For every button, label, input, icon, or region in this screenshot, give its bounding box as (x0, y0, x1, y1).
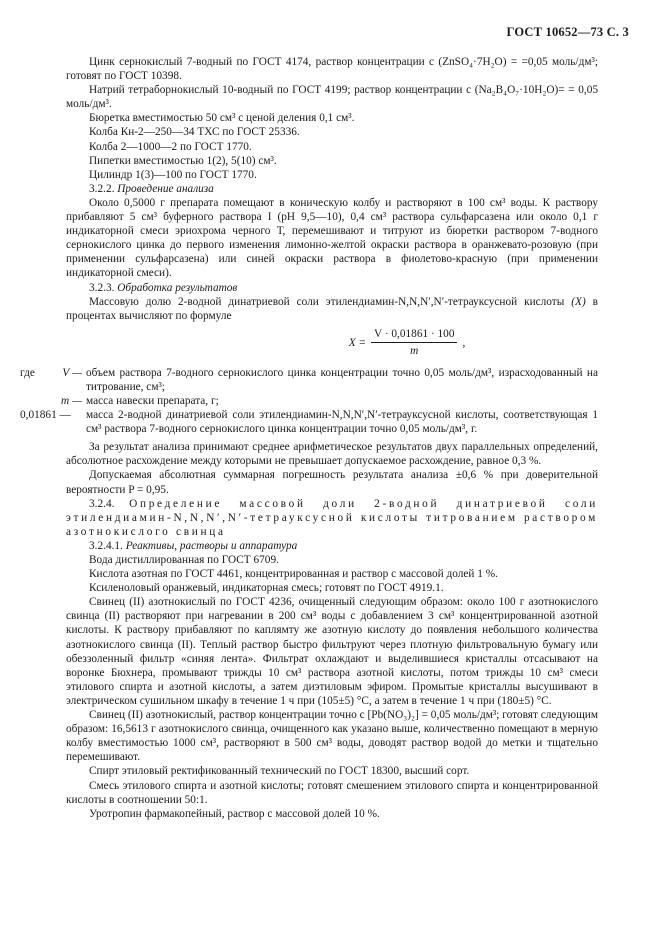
section-heading (66, 182, 598, 196)
section-title: Обработка результатов (117, 281, 238, 294)
formula (66, 326, 598, 360)
definition-row (20, 366, 598, 394)
definition-symbol: m — (60, 394, 82, 407)
paragraph: Ксиленоловый оранжевый, индикаторная смесь; готовят по ГОСТ 4919.1. (89, 582, 444, 595)
text-run: Массовую долю 2-водной динатриевой соли этилендиамин-N,N,N′,N′-тетрауксусной кислоты (89, 295, 565, 308)
definition-row (20, 394, 598, 408)
section-number: 3.2.2. (89, 182, 115, 195)
paragraph: Уротропин фармакопейный, раствор с массовой долей 10 %. (89, 807, 380, 820)
section-title: Реактивы, растворы и аппаратура (125, 539, 298, 552)
section-title: Проведение анализа (117, 182, 214, 195)
paragraph: Цилиндр 1(3)—100 по ГОСТ 1770. (89, 168, 257, 181)
definition-row (20, 408, 598, 436)
formula-tail: , (462, 336, 466, 349)
section-heading (66, 281, 598, 295)
paragraph: Свинец (II) азотнокислый по ГОСТ 4236, очищенный следующим образом: около 100 г азотнокислого свинца (II) растворяют при нагревании в 200 см³ воды с добавлением 3 см³ концентрированной азотной кислоты. К раствору прибавляют по каплямту же азотную кислоту до появления небольшого количества азотнокислого свинца (II). Теплый раствор быстро фильтруют через плотную фильтровальную бумагу или обеззоленный фильтр «синяя лента». Фильтрат охлаждают и выделившиеся кристаллы отсасывают на воронке Бюхнера, промывают трижды 10 см³ раствора азотной кислоты, потом трижды 10 см³ смеси этилового спирта и азотной кислоты, а затем диэтиловым эфиром. Промытые кристаллы высушивают в электрическом сушильном шкафу в течение 1 ч при (105±5) °С, а затем в течение 1 ч при (180±5) °С. (66, 596, 598, 707)
section-heading (66, 539, 598, 553)
definition-lead (20, 394, 52, 408)
definition-text: объем раствора 7-водного сернокислого цинка концентрации точно 0,05 моль/дм³, израсходованный на титрование, см³; (86, 366, 598, 393)
paragraph: Спирт этиловый ректификованный технический по ГОСТ 18300, высший сорт. (89, 765, 470, 778)
paragraph: Натрий тетраборнокислый 10-водный по ГОСТ 4199; раствор концентрации с (Na₂B₄O₇·10H₂O)= = 0,05 моль/дм³. (66, 84, 598, 111)
formula-lhs: X = (348, 336, 367, 349)
paragraph: Вода дистиллированная по ГОСТ 6709. (89, 554, 279, 566)
definition-lead: 0,01861 — (20, 409, 71, 422)
paragraph: Пипетки вместимостью 1(2), 5(10) см³. (89, 154, 277, 167)
paragraph: Цинк сернокислый 7-водный по ГОСТ 4174, раствор концентрации с (ZnSO₄·7H₂O) = =0,05 моль/дм³; готовят по ГОСТ 10398. (66, 56, 598, 83)
paragraph: Бюретка вместимостью 50 см³ с ценой деления 0,1 см³. (89, 112, 355, 125)
section-heading (66, 497, 598, 539)
paragraph: Колба Кн-2—250—34 ТХС по ГОСТ 25336. (89, 126, 300, 139)
paragraph: Смесь этилового спирта и азотной кислоты; готовят смешением этилового спирта и концентрированной кислоты в соотношении 50:1. (66, 779, 598, 806)
paragraph: Свинец (II) азотнокислый, раствор концентрации точно с [Pb(NO₃)₂] = 0,05 моль/дм³; готовят следующим образом: 16,5613 г азотнокислого свинца, очищенного как указано выше, количественно помещают в мерную колбу вместимостью 1000 см³, растворяют в 500 см³ воды, доводят раствор водой до метки и тщательно перемешивают. (66, 709, 598, 764)
formula-denominator: m (410, 345, 419, 358)
text-run: (X) (571, 295, 586, 308)
page-header: ГОСТ 10652—73 С. 3 (506, 25, 629, 39)
section-number: 3.2.4.1. (89, 539, 123, 552)
definition-text: масса навески препарата, г; (86, 394, 219, 407)
formula-numerator: V · 0,01861 · 100 (371, 327, 457, 343)
definition-symbol: V — (62, 366, 82, 379)
paragraph (66, 295, 598, 323)
section-title: Определение массовой доли 2-водной динатриевой соли этилендиамин-N,N,N′,N′-тетрауксусной кислоты титрованием раствором азотнокислого свинца (66, 497, 598, 538)
definition-lead: где (20, 366, 35, 379)
paragraph: Кислота азотная по ГОСТ 4461, концентрированная и раствор с массовой долей 1 %. (89, 568, 498, 581)
variable-definitions (20, 366, 598, 436)
paragraph: За результат анализа принимают среднее арифметическое результатов двух параллельных определений, абсолютное расхождение между которыми не превышает допускаемое расхождение, равное 0,3 %. (66, 441, 598, 468)
section-number: 3.2.4. (89, 497, 115, 510)
paragraph: Колба 2—1000—2 по ГОСТ 1770. (89, 140, 252, 153)
section-number: 3.2.3. (89, 281, 115, 294)
definition-text: масса 2-водной динатриевой соли этилендиамин-N,N,N′,N′-тетрауксусной кислоты, соответствующая 1 см³ раствора 7-водного сернокислого цинка концентрации точно 0,05 моль/дм³, г. (86, 409, 598, 436)
formula-fraction (371, 327, 457, 358)
paragraph: Около 0,5000 г препарата помещают в коническую колбу и растворяют в 100 см³ воды. К раствору прибавляют 5 см³ буферного раствора I (pH 9,5—10), 0,4 см³ раствора сульфарсазена или около 0,1 г индикаторной смеси эриохрома черного Т, перемешивают и титруют из бюретки раствором 7-водного сернокислого цинка до первого изменения лимонно-желтой окраски раствора в оранжевато-розовую (при применении сульфарсазена) или синей окраски раствора в фиолетово-красную (при применении индикаторной смеси). (66, 196, 598, 280)
text-run: в процентах вычисляют по формуле (66, 295, 599, 322)
paragraph: Допускаемая абсолютная суммарная погрешность результата анализа ±0,6 % при доверительной вероятности P = 0,95. (66, 469, 598, 496)
document-body (20, 55, 599, 821)
